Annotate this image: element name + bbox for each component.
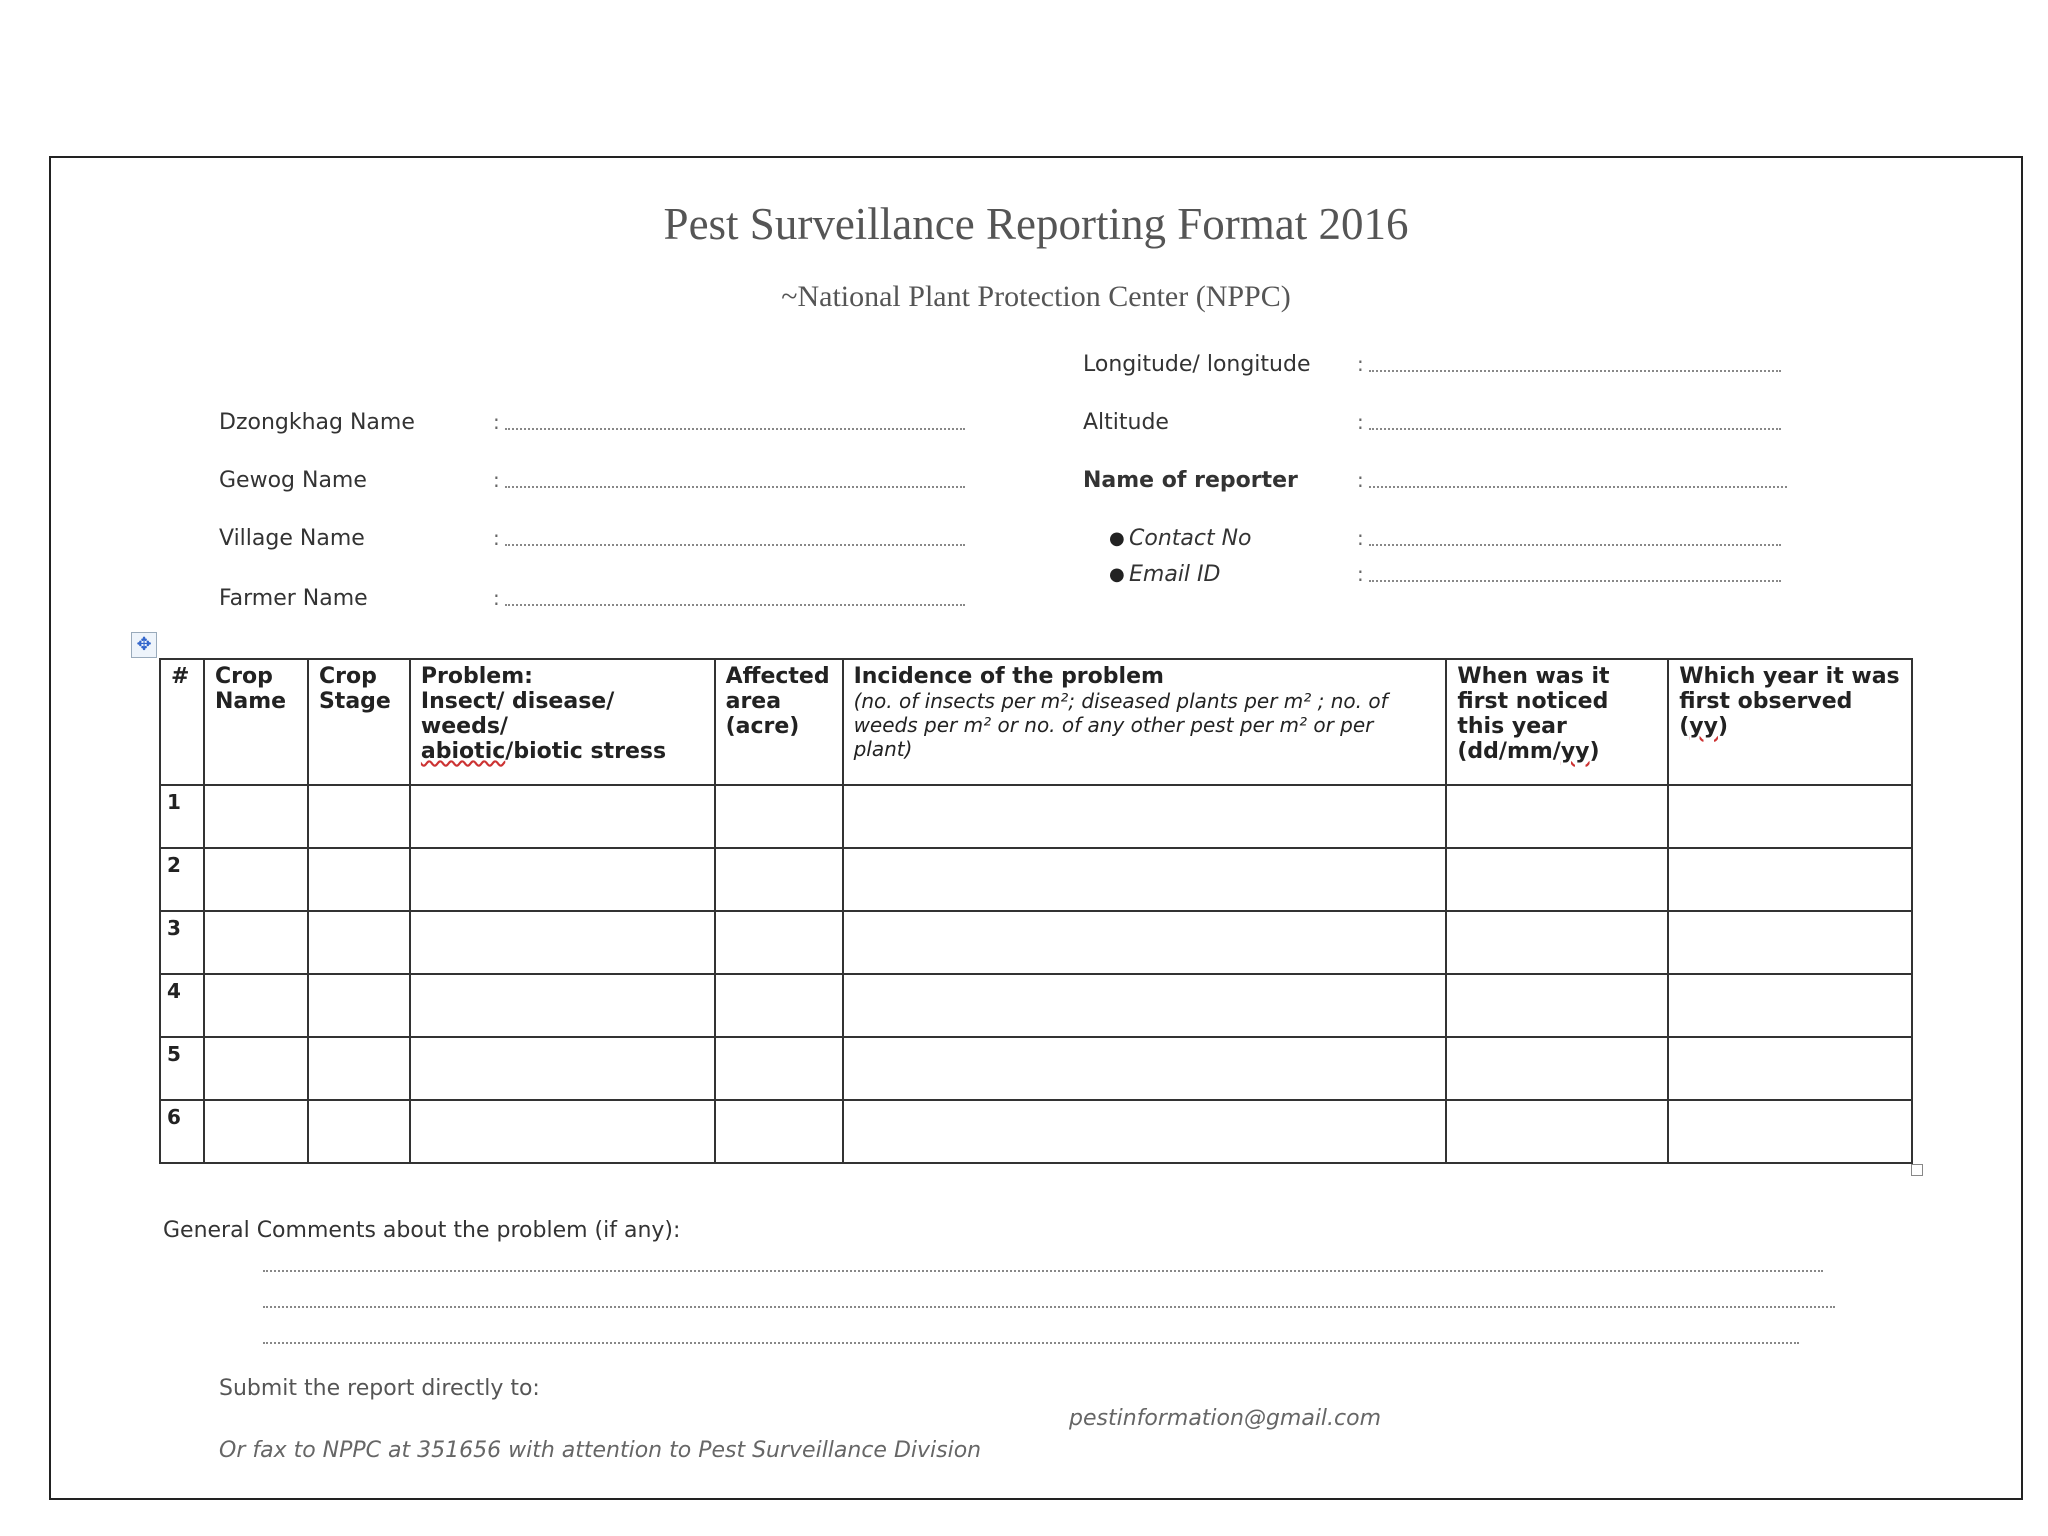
header-problem-line1: Problem: <box>420 664 533 689</box>
gewog-colon: : <box>493 468 500 492</box>
cell-crop-name[interactable] <box>204 974 308 1037</box>
table-row <box>160 785 1912 848</box>
cell-crop-name[interactable] <box>204 911 308 974</box>
cell-crop-stage[interactable] <box>308 911 410 974</box>
email-bullet: ● <box>1109 564 1125 585</box>
cell-crop-name[interactable] <box>204 785 308 848</box>
pest-report-table <box>159 658 1913 1164</box>
cell-problem[interactable] <box>410 848 715 911</box>
header-num: # <box>160 659 204 785</box>
cell-incidence[interactable] <box>843 848 1447 911</box>
header-first-noticed-text: When was it first noticed this year (dd/mm/ <box>1457 664 1610 764</box>
table-header-row <box>160 659 1912 785</box>
village-colon: : <box>493 526 500 550</box>
header-problem-line3 <box>421 739 704 764</box>
header-incidence-sub: (no. of insects per m²; diseased plants per m² ; no. of weeds per m² or no. of any other pest per m² or per plant) <box>853 689 1388 761</box>
farmer-input-line[interactable] <box>505 604 965 606</box>
cell-problem[interactable] <box>410 974 715 1037</box>
row-number: 2 <box>160 848 204 911</box>
table-row <box>160 974 1912 1037</box>
cell-crop-name[interactable] <box>204 1100 308 1163</box>
cell-affected-area[interactable] <box>715 1037 843 1100</box>
cell-crop-stage[interactable] <box>308 848 410 911</box>
cell-affected-area[interactable] <box>715 1100 843 1163</box>
table-move-handle-icon[interactable]: ✥ <box>131 632 157 658</box>
header-problem <box>410 659 715 785</box>
cell-affected-area[interactable] <box>715 848 843 911</box>
report-sheet <box>49 156 2023 1500</box>
longitude-label: Longitude/ longitude <box>1083 352 1311 377</box>
submit-email[interactable]: pestinformation@gmail.com <box>1069 1406 1382 1431</box>
altitude-label: Altitude <box>1083 410 1169 435</box>
table-row <box>160 1100 1912 1163</box>
cell-first-noticed[interactable] <box>1446 1037 1668 1100</box>
header-first-noticed-yy: yy <box>1560 739 1590 764</box>
contact-bullet: ● <box>1109 528 1125 549</box>
cell-incidence[interactable] <box>843 1037 1447 1100</box>
header-problem-biotic: /biotic stress <box>505 739 667 764</box>
cell-affected-area[interactable] <box>715 974 843 1037</box>
header-crop-name: Crop Name <box>204 659 308 785</box>
cell-problem[interactable] <box>410 1037 715 1100</box>
header-first-observed-close: ) <box>1717 714 1729 739</box>
row-number: 4 <box>160 974 204 1037</box>
table-row <box>160 1037 1912 1100</box>
village-label: Village Name <box>219 526 365 551</box>
contact-label: Contact No <box>1129 526 1252 551</box>
header-incidence-title: Incidence of the problem <box>853 664 1164 689</box>
altitude-colon: : <box>1357 410 1364 434</box>
cell-incidence[interactable] <box>843 911 1447 974</box>
header-crop-stage: Crop Stage <box>308 659 410 785</box>
row-number: 3 <box>160 911 204 974</box>
page-subtitle: ~National Plant Protection Center (NPPC) <box>781 280 1291 313</box>
gewog-input-line[interactable] <box>505 486 965 488</box>
cell-affected-area[interactable] <box>715 785 843 848</box>
village-input-line[interactable] <box>505 544 965 546</box>
cell-crop-name[interactable] <box>204 1037 308 1100</box>
header-first-noticed <box>1446 659 1668 785</box>
contact-input-line[interactable] <box>1369 544 1781 546</box>
reporter-colon: : <box>1357 468 1364 492</box>
dzongkhag-colon: : <box>493 410 500 434</box>
email-label: Email ID <box>1129 562 1221 587</box>
longitude-input-line[interactable] <box>1369 370 1781 372</box>
reporter-input-line[interactable] <box>1369 486 1787 488</box>
comments-line-1[interactable] <box>263 1270 1823 1272</box>
gewog-label: Gewog Name <box>219 468 367 493</box>
table-row <box>160 911 1912 974</box>
cell-incidence[interactable] <box>843 785 1447 848</box>
cell-affected-area[interactable] <box>715 911 843 974</box>
cell-crop-name[interactable] <box>204 848 308 911</box>
cell-first-observed[interactable] <box>1668 1100 1912 1163</box>
header-affected-area: Affected area (acre) <box>715 659 843 785</box>
header-problem-line2: Insect/ disease/ weeds/ <box>420 689 615 739</box>
table-row <box>160 848 1912 911</box>
header-first-noticed-close: ) <box>1589 739 1600 764</box>
altitude-input-line[interactable] <box>1369 428 1781 430</box>
comments-label: General Comments about the problem (if any): <box>163 1218 681 1243</box>
cell-first-noticed[interactable] <box>1446 1100 1668 1163</box>
reporter-label: Name of reporter <box>1083 468 1298 493</box>
cell-first-noticed[interactable] <box>1446 974 1668 1037</box>
submit-label: Submit the report directly to: <box>219 1376 540 1401</box>
cell-crop-stage[interactable] <box>308 974 410 1037</box>
cell-first-observed[interactable] <box>1668 974 1912 1037</box>
page-title: Pest Surveillance Reporting Format 2016 <box>663 199 1409 249</box>
cell-first-noticed[interactable] <box>1446 911 1668 974</box>
farmer-label: Farmer Name <box>219 586 368 611</box>
cell-first-observed[interactable] <box>1668 848 1912 911</box>
email-colon: : <box>1357 562 1364 586</box>
cell-crop-stage[interactable] <box>308 785 410 848</box>
row-number: 6 <box>160 1100 204 1163</box>
dzongkhag-label: Dzongkhag Name <box>219 410 415 435</box>
cell-incidence[interactable] <box>843 974 1447 1037</box>
cell-first-observed[interactable] <box>1668 1037 1912 1100</box>
header-first-observed-text: Which year it was first observed ( <box>1679 664 1900 739</box>
cell-first-noticed[interactable] <box>1446 785 1668 848</box>
cell-problem[interactable] <box>410 911 715 974</box>
header-incidence <box>843 659 1447 785</box>
row-number: 1 <box>160 785 204 848</box>
row-number: 5 <box>160 1037 204 1100</box>
cell-first-observed[interactable] <box>1668 785 1912 848</box>
dzongkhag-input-line[interactable] <box>505 428 965 430</box>
cell-problem[interactable] <box>410 1100 715 1163</box>
cell-incidence[interactable] <box>843 1100 1447 1163</box>
cell-first-observed[interactable] <box>1668 911 1912 974</box>
cell-crop-stage[interactable] <box>308 1100 410 1163</box>
fax-instruction: Or fax to NPPC at 351656 with attention to Pest Surveillance Division <box>219 1438 982 1463</box>
email-input-line[interactable] <box>1369 580 1781 582</box>
cell-crop-stage[interactable] <box>308 1037 410 1100</box>
comments-line-2[interactable] <box>263 1306 1835 1308</box>
comments-line-3[interactable] <box>263 1342 1799 1344</box>
cell-first-noticed[interactable] <box>1446 848 1668 911</box>
header-first-observed-yy: yy <box>1689 714 1718 739</box>
farmer-colon: : <box>493 586 500 610</box>
longitude-colon: : <box>1357 352 1364 376</box>
table-resize-handle[interactable] <box>1911 1164 1923 1176</box>
contact-colon: : <box>1357 526 1364 550</box>
header-first-observed <box>1668 659 1912 785</box>
header-problem-abiotic: abiotic <box>420 739 506 764</box>
cell-problem[interactable] <box>410 785 715 848</box>
